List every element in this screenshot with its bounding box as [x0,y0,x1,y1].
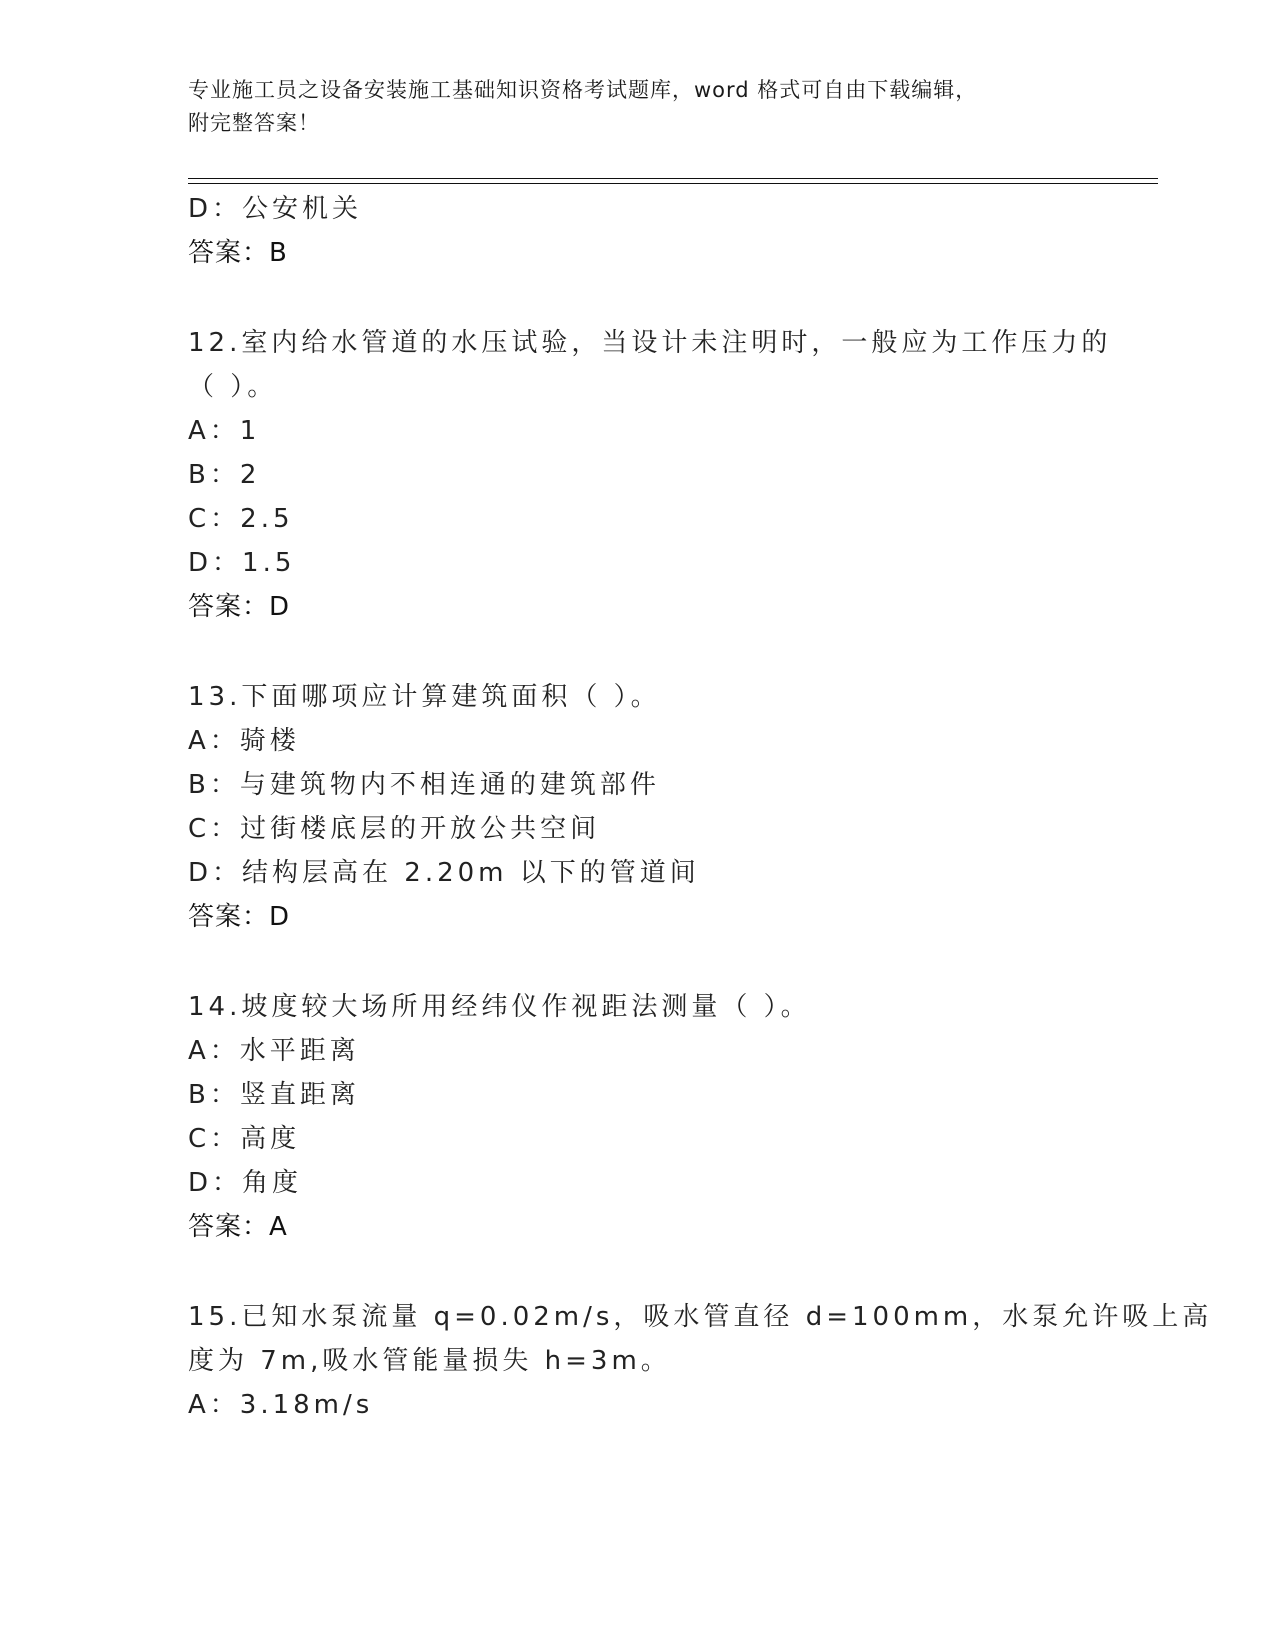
header-line-1: 专业施工员之设备安装施工基础知识资格考试题库，word 格式可自由下载编辑， [188,78,978,102]
document-header [188,74,1068,140]
q12-option-d: D：1.5 [188,548,296,578]
q14-option-d: D：角度 [188,1168,303,1198]
q12-answer: 答案：D [188,592,291,622]
q12-option-b: B：2 [188,460,261,490]
q13-option-a: A：骑楼 [188,726,300,756]
q14-stem-line-1: 14.坡度较大场所用经纬仪作视距法测量（ ）。 [188,992,811,1022]
q15-stem-line-1: 15.已知水泵流量 q=0.02m/s，吸水管直径 d=100mm，水泵允许吸上高 [188,1302,1213,1332]
q13-option-d: D：结构层高在 2.20m 以下的管道间 [188,858,700,888]
q13-answer: 答案：D [188,902,291,932]
q12-stem-line-2: （ ）。 [188,372,278,402]
q15-stem-line-2: 度为 7m,吸水管能量损失 h=3m。 [188,1346,671,1376]
q13-option-c: C：过街楼底层的开放公共空间 [188,814,601,844]
q14-answer: 答案：A [188,1212,288,1242]
header-line-2: 附完整答案！ [188,111,320,135]
header-divider-top [188,178,1158,179]
q14-option-c: C：高度 [188,1124,301,1154]
prev-option-d: D：公安机关 [188,194,363,224]
header-divider-bottom [188,183,1158,184]
q15-option-a: A：3.18m/s [188,1390,374,1420]
q12-option-c: C：2.5 [188,504,294,534]
q13-stem-line-1: 13.下面哪项应计算建筑面积（ ）。 [188,682,661,712]
q13-option-b: B：与建筑物内不相连通的建筑部件 [188,770,660,800]
q12-stem-line-1: 12.室内给水管道的水压试验，当设计未注明时，一般应为工作压力的 [188,328,1112,358]
q12-option-a: A：1 [188,416,261,446]
q14-option-b: B：竖直距离 [188,1080,360,1110]
prev-answer: 答案：B [188,238,288,268]
q14-option-a: A：水平距离 [188,1036,360,1066]
